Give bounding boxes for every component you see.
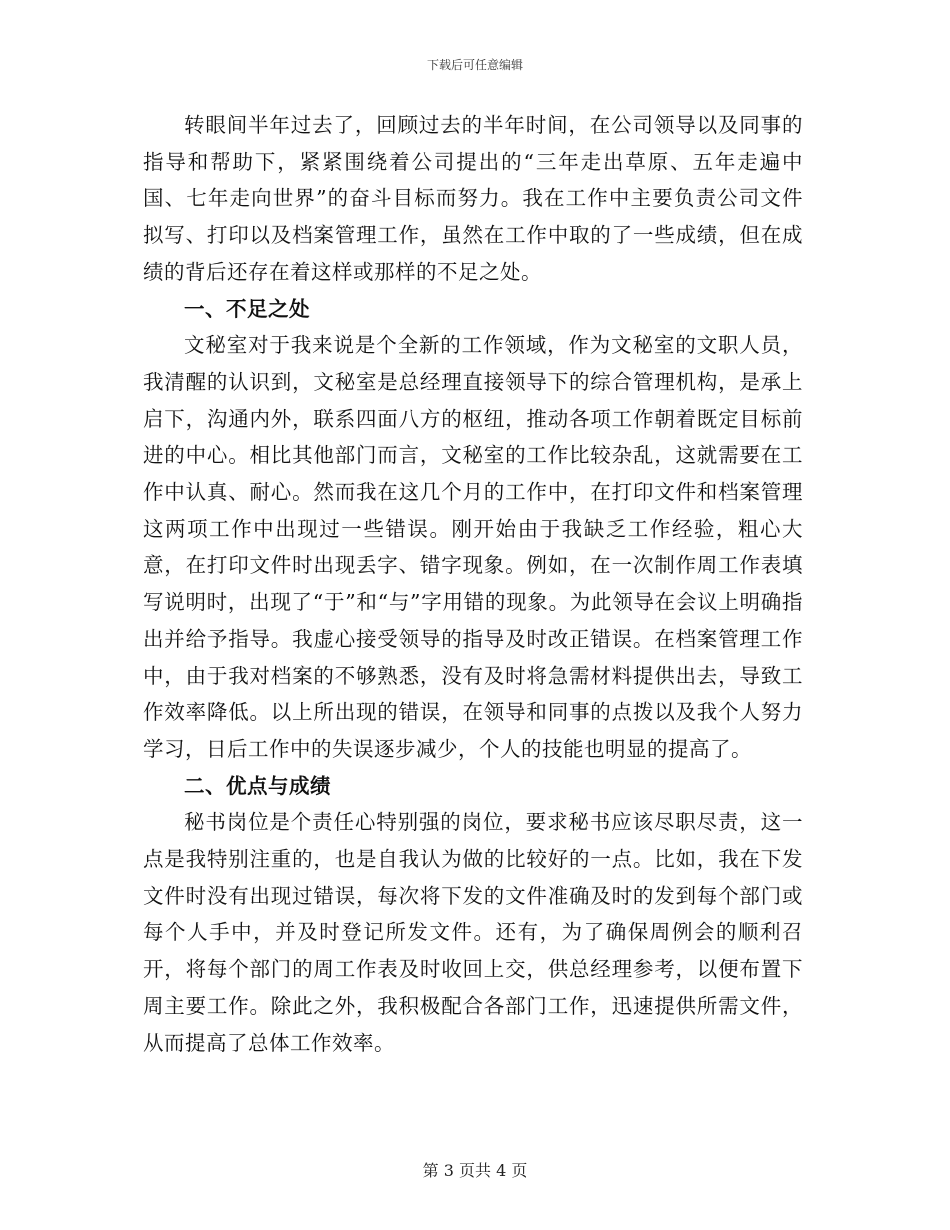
document-body bbox=[143, 107, 803, 1061]
section-heading-achievements: 二、优点与成绩 bbox=[184, 773, 331, 798]
page-number: 第 3 页共 4 页 bbox=[422, 1161, 528, 1180]
shortcomings-paragraph: 文秘室对于我来说是个全新的工作领域，作为文秘室的文职人员，我清醒的认识到，文秘室是总经理直接领导下的综合管理机构，是承上启下，沟通内外，联系四面八方的枢纽，推动各项工作朝着既定目标前进的中心。相比其他部门而言，文秘室的工作比较杂乱，这就需要在工作中认真、耐心。然而我在这几个月的工作中，在打印文件和档案管理这两项工作中出现过一些错误。刚开始由于我缺乏工作经验，粗心大意，在打印文件时出现丢字、错字现象。例如，在一次制作周工作表填写说明时，出现了“于”和“与”字用错的现象。为此领导在会议上明确指出并给予指导。我虚心接受领导的指导及时改正错误。在档案管理工作中，由于我对档案的不够熟悉，没有及时将急需材料提供出去，导致工作效率降低。以上所出现的错误，在领导和同事的点拨以及我个人努力学习，日后工作中的失误逐步减少，个人的技能也明显的提高了。 bbox=[143, 333, 803, 761]
achievements-paragraph: 秘书岗位是个责任心特别强的岗位，要求秘书应该尽职尽责，这一点是我特别注重的，也是自我认为做的比较好的一点。比如，我在下发文件时没有出现过错误，每次将下发的文件准确及时的发到每个部门或每个人手中，并及时登记所发文件。还有，为了确保周例会的顺利召开，将每个部门的周工作表及时收回上交，供总经理参考，以便布置下周主要工作。除此之外，我积极配合各部门工作，迅速提供所需文件，从而提高了总体工作效率。 bbox=[143, 810, 803, 1055]
intro-paragraph: 转眼间半年过去了，回顾过去的半年时间，在公司领导以及同事的指导和帮助下，紧紧围绕着公司提出的“三年走出草原、五年走遍中国、七年走向世界”的奋斗目标而努力。我在工作中主要负责公司文件拟写、打印以及档案管理工作，虽然在工作中取的了一些成绩，但在成绩的背后还存在着这样或那样的不足之处。 bbox=[143, 113, 803, 284]
page-header: 下载后可任意编辑 bbox=[426, 58, 523, 72]
section-heading-shortcomings: 一、不足之处 bbox=[184, 296, 310, 321]
